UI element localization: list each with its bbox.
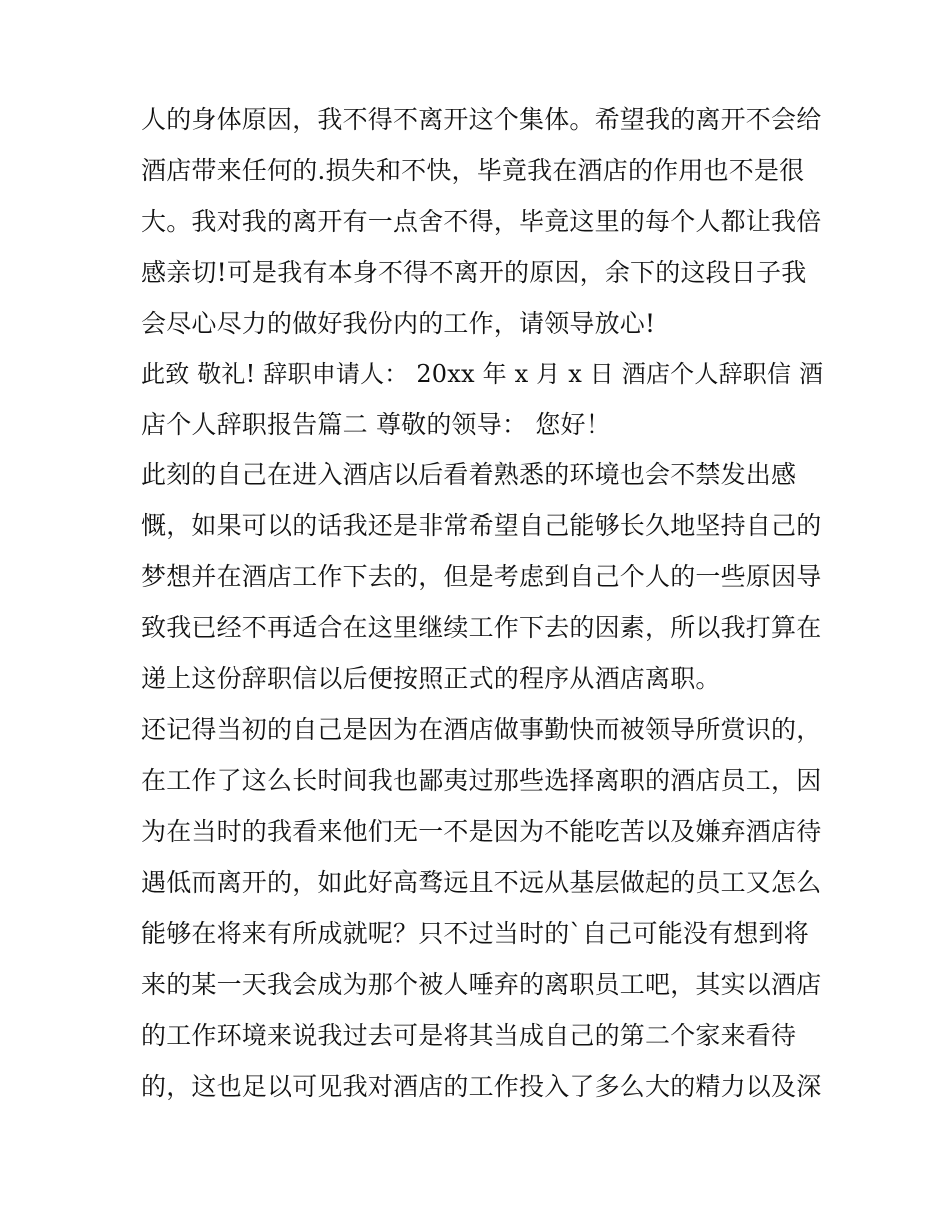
text-line: 感亲切!可是我有本身不得不离开的原因，余下的这段日子我	[141, 258, 807, 287]
text-line: 会尽心尽力的做好我份内的工作，请领导放心!	[141, 309, 656, 338]
text-line: 大。我对我的离开有一点舍不得，毕竟这里的每个人都让我倍	[141, 207, 822, 236]
text-line: 递上这份辞职信以后便按照正式的程序从酒店离职。	[141, 664, 721, 693]
text-line: 能够在将来有所成就呢？只不过当时的`自己可能没有想到将	[141, 919, 809, 948]
text-line: 的工作环境来说我过去可是将其当成自己的第二个家来看待	[141, 1021, 797, 1050]
text-line: 还记得当初的自己是因为在酒店做事勤快而被领导所赏识的，	[141, 715, 822, 744]
text-line: 酒店带来任何的.损失和不快，毕竟我在酒店的作用也不是很	[141, 156, 805, 185]
text-line: 此致 敬礼! 辞职申请人： 20xx 年 x 月 x 日 酒店个人辞职信 酒	[141, 360, 824, 388]
text-line: 店个人辞职报告篇二 尊敬的领导： 您好！	[141, 410, 611, 439]
text-line: 此刻的自己在进入酒店以后看着熟悉的环境也会不禁发出感	[141, 460, 797, 489]
text-line: 慨，如果可以的话我还是非常希望自己能够长久地坚持自己的	[141, 511, 822, 540]
text-line: 梦想并在酒店工作下去的，但是考虑到自己个人的一些原因导	[141, 562, 822, 591]
text-line: 为在当时的我看来他们无一不是因为不能吃苦以及嫌弃酒店待	[141, 817, 822, 846]
text-line: 在工作了这么长时间我也鄙夷过那些选择离职的酒店员工，因	[141, 766, 822, 795]
text-line: 致我已经不再适合在这里继续工作下去的因素，所以我打算在	[141, 613, 822, 642]
text-line: 来的某一天我会成为那个被人唾弃的离职员工吧，其实以酒店	[141, 970, 822, 999]
text-line: 遇低而离开的，如此好高骛远且不远从基层做起的员工又怎么	[141, 868, 822, 897]
text-line: 的，这也足以可见我对酒店的工作投入了多么大的精力以及深	[141, 1072, 822, 1101]
text-line: 人的身体原因，我不得不离开这个集体。希望我的离开不会给	[141, 105, 822, 134]
